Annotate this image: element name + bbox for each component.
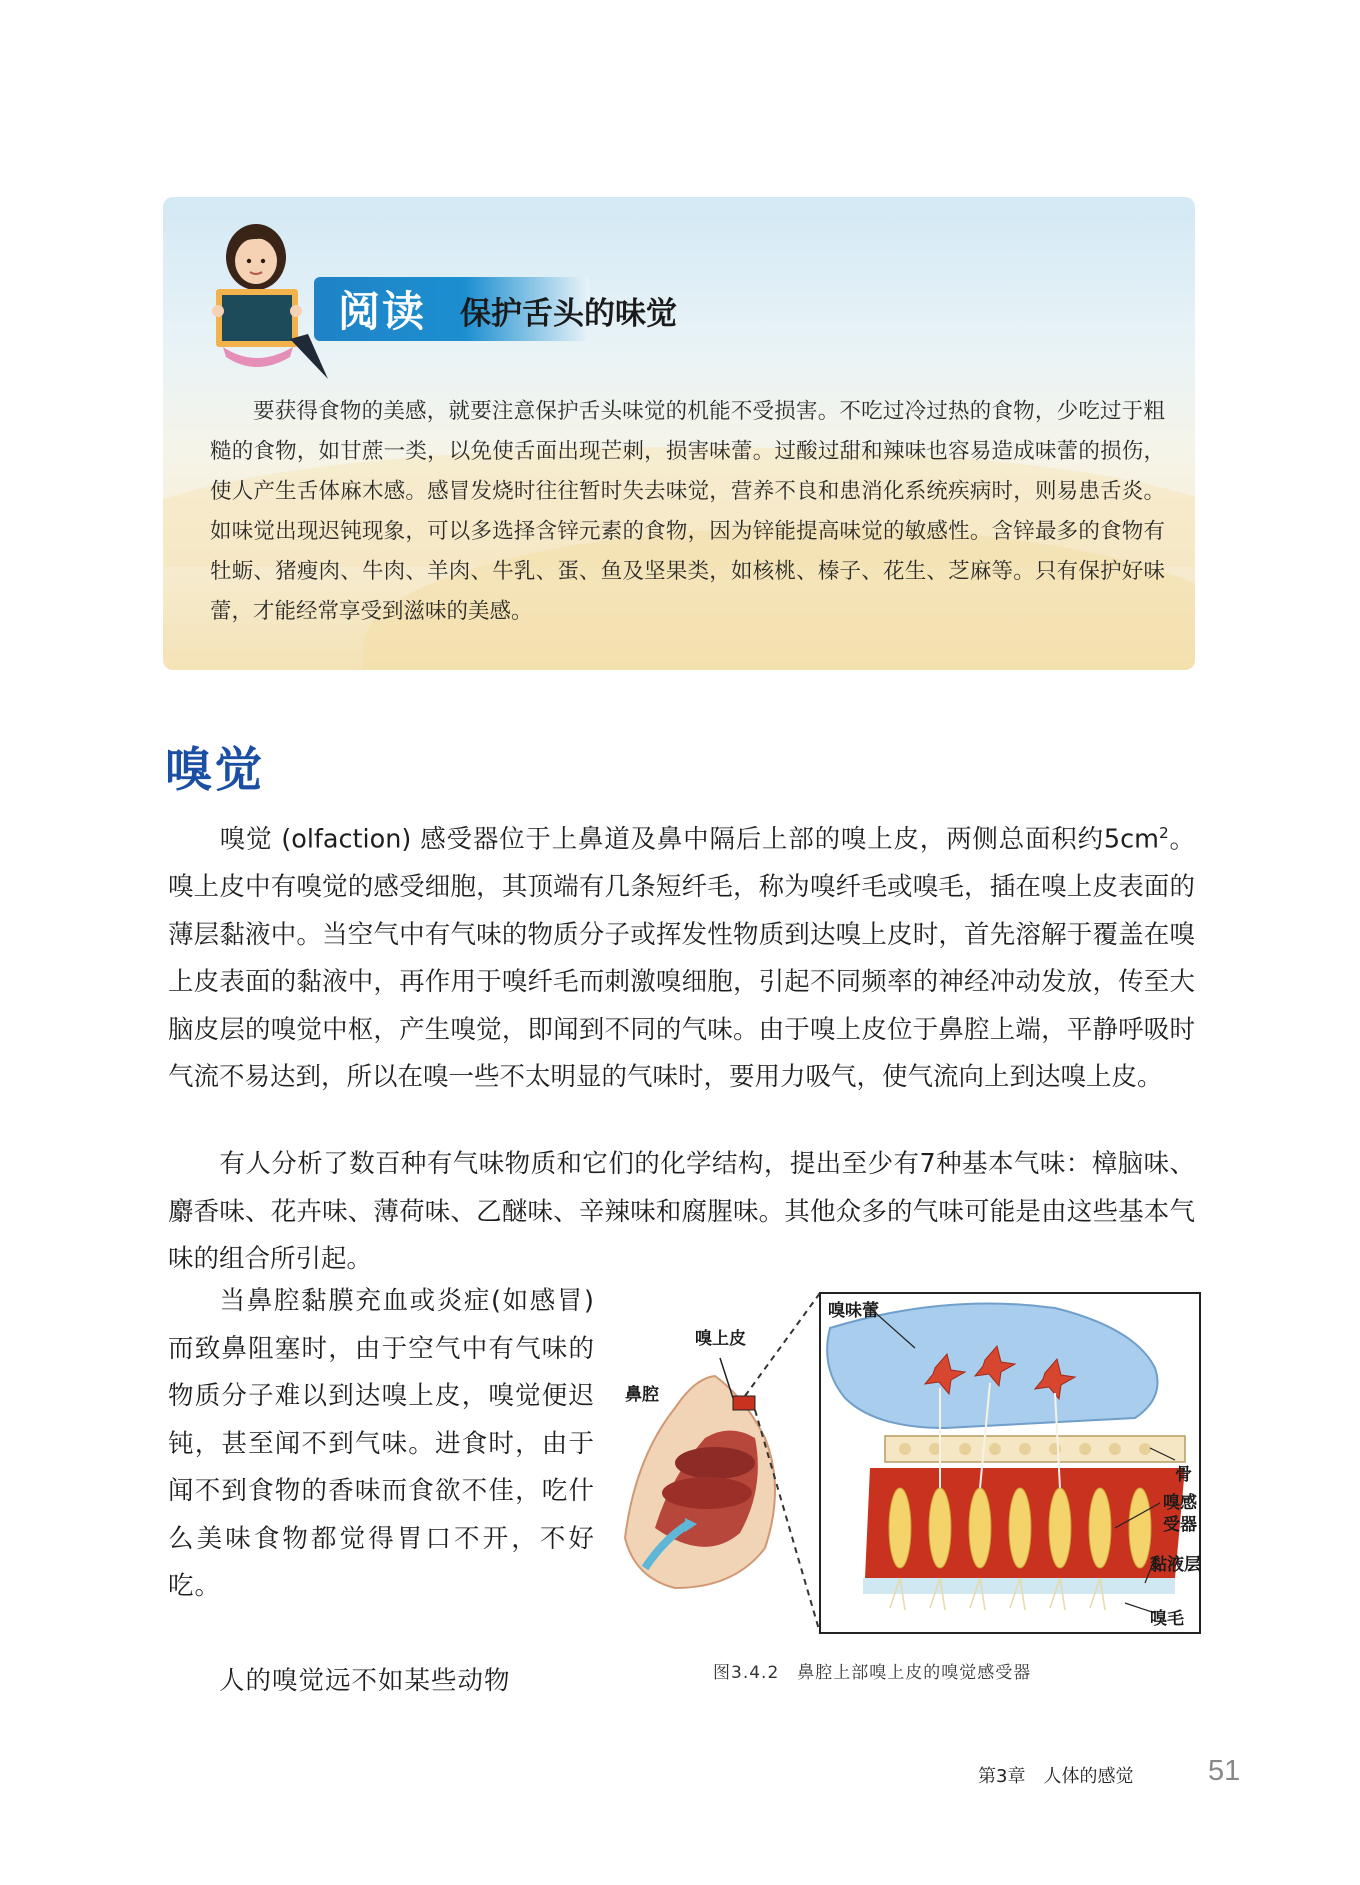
paragraph-1 [168,810,1195,1102]
superscript: 2 [1158,824,1169,842]
reading-tag: 阅读 [337,287,426,336]
paragraph-4 [168,1658,595,1706]
label-receptor-line-2: 受器 [1163,1515,1197,1535]
label-hair: 嗅毛 [1150,1609,1184,1629]
paragraph-1-part-b: 。嗅上皮中有嗅觉的感受细胞，其顶端有几条短纤毛，称为嗅纤毛或嗅毛，插在嗅上皮表面的薄层黏液中。当空气中有气味的物质分子或挥发性物质到达嗅上皮时，首先溶解于覆盖在嗅上皮表面的黏液中，再作用于嗅纤毛而刺激嗅细胞，引起不同频率的神经冲动发放，传至大脑皮层的嗅觉中枢，产生嗅觉，即闻到不同的气味。由于嗅上皮位于鼻腔上端，平静呼吸时气流不易达到，所以在嗅一些不太明显的气味时，要用力吸气，使气流向上到达嗅上皮。 [168,824,1195,1092]
figure-caption: 图3.4.2 鼻腔上部嗅上皮的嗅觉感受器 [713,1663,1032,1683]
paragraph-2-text: 有人分析了数百种有气味物质和它们的化学结构，提出至少有7种基本气味：樟脑味、麝香味、花卉味、薄荷味、乙醚味、辛辣味和腐腥味。其他众多的气味可能是由这些基本气味的组合所引起。 [168,1149,1195,1274]
section-heading: 嗅觉 [165,743,265,798]
label-bone: 骨 [1175,1465,1192,1485]
paragraph-3 [168,1278,595,1611]
label-epithelium: 嗅上皮 [695,1329,746,1349]
paragraph-4-text: 人的嗅觉远不如某些动物 [219,1666,511,1696]
reading-paragraph: 要获得食物的美感，就要注意保护舌头味觉的机能不受损害。不吃过冷过热的食物，少吃过于粗糙的食物，如甘蔗一类，以免使舌面出现芒刺，损害味蕾。过酸过甜和辣味也容易造成味蕾的损伤，使人产生舌体麻木感。感冒发烧时往往暂时失去味觉，营养不良和患消化系统疾病时，则易患舌炎。如味觉出现迟钝现象，可以多选择含锌元素的食物，因为锌能提高味觉的敏感性。含锌最多的食物有牡蛎、猪瘦肉、牛肉、羊肉、牛乳、蛋、鱼及坚果类，如核桃、榛子、花生、芝麻等。只有保护好味蕾，才能经常享受到滋味的美感。 [210,399,1165,624]
paragraph-2 [168,1141,1195,1284]
olfactory-figure [615,1288,1205,1638]
label-mucus: 黏液层 [1150,1555,1201,1575]
reading-box [163,197,1195,670]
page-number: 51 [1208,1755,1241,1787]
girl-reading-icon [198,219,348,389]
label-olfactory-bulb: 嗅味蕾 [828,1301,879,1321]
label-receptor-line-1: 嗅感 [1163,1493,1197,1513]
footer-chapter: 第3章 人体的感觉 [978,1766,1134,1787]
paragraph-3-text: 当鼻腔黏膜充血或炎症(如感冒)而致鼻阻塞时，由于空气中有气味的物质分子难以到达嗅上皮，嗅觉便迟钝，甚至闻不到气味。进食时，由于闻不到食物的香味而食欲不佳，吃什么美味食物都觉得胃口不开，不好吃。 [168,1286,595,1601]
label-nasal-cavity: 鼻腔 [625,1385,659,1405]
reading-title: 保护舌头的味觉 [460,295,677,332]
paragraph-1-part-a: 嗅觉 (olfaction) 感受器位于上鼻道及鼻中隔后上部的嗅上皮，两侧总面积约5cm [219,824,1159,855]
